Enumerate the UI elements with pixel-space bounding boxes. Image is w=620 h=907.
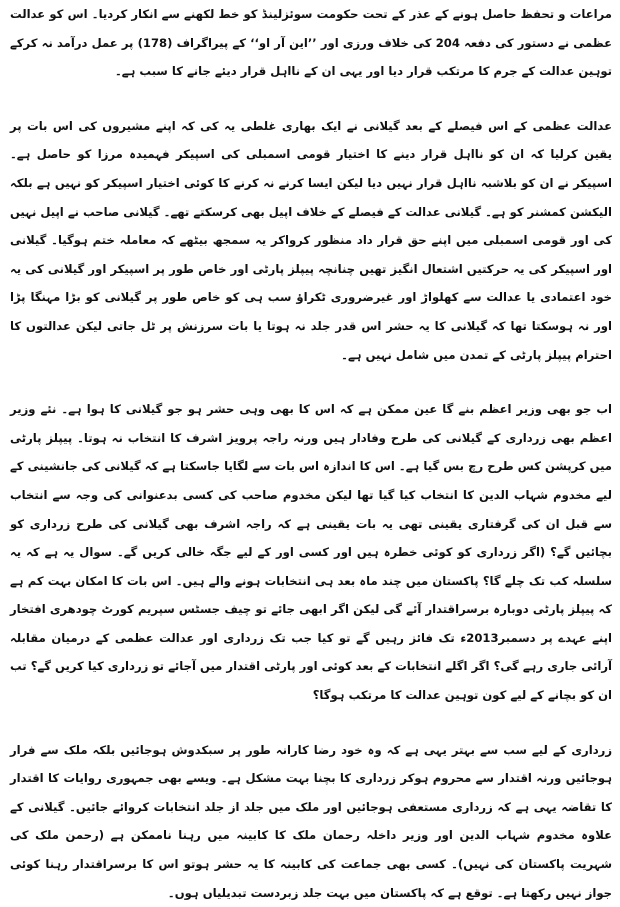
paragraph-4: زرداری کے لیے سب سے بہتر یہی ہے کہ وہ خود رضا کارانہ طور پر سبکدوش ہوجائیں بلکہ ملک سے فرار ہوجائیں ورنہ اقتدار سے محروم ہوکر زرداری کا بچنا بہت مشکل ہے۔ ویسے بھی جمہوری روایات کا اقتدار کا تقاضہ یہی ہے کہ زرداری مستعفی ہوجائیں اور ملک میں جلد از جلد انتخابات کروائے جائیں۔ گیلانی کے علاوہ مخدوم شہاب الدین اور وزیر داخلہ رحمان ملک کا کابینہ میں رہنا ناممکن ہے (رحمن ملک کی شہریت پاکستان کی نہیں)۔ کسی بھی جماعت کی کابینہ کا یہ حشر ہوتو اس کا برسراقتدار رہنا کوئی جواز نہیں رکھتا ہے۔ توقع ہے کہ پاکستان میں بہت جلد زبردست تبدیلیاں ہوں۔ xyxy=(10,742,612,900)
paragraph-3: اب جو بھی وزیر اعظم بنے گا عین ممکن ہے کہ اس کا بھی وہی حشر ہو جو گیلانی کا ہوا ہے۔ نئے وزیر اعظم بھی زرداری کے گیلانی کی طرح وفادار ہیں ورنہ راجہ پرویز اشرف کا انتخاب نہ ہوتا۔ پیپلز پارٹی میں کرپشن کس طرح رچ بس گیا ہے۔ اس کا اندازہ اس بات سے لگایا جاسکتا ہے کہ گیلانی کی جانشینی کے لیے مخدوم شہاب الدین کا انتخاب کیا گیا تھا لیکن مخدوم صاحب کی کسی بدعنوانی کی وجہ سے انتخاب سے قبل ان کی گرفتاری یقینی تھی یہ بات یقینی ہے کہ راجہ اشرف بھی گیلانی کی طرح زرداری کو بچائیں گے؟ (اگر زرداری کو کوئی خطرہ ہیں اور کسی اور کے لیے جگہ خالی کریں گے۔ سوال یہ ہے کہ یہ سلسلہ کب تک چلے گا؟ پاکستان میں چند ماہ بعد ہی انتخابات ہونے والے ہیں۔ اس بات کا امکان بہت کم ہے کہ پیپلز پارٹی دوبارہ برسراقتدار آئے گی لیکن اگر ابھی جائے تو چیف جسٹس سپریم کورٹ چودھری افتخار اپنے عہدے پر دسمبر2013ء تک فائز رہیں گے تو کیا جب تک زرداری اور عدالت عظمی کے درمیان مقابلہ آرائی جاری رہے گی؟ اگر اگلے انتخابات کے بعد کوئی اور پارٹی اقتدار میں آجائے تو زرداری کیا کریں گے؟ تب ان کو بچانے کے لیے کون توہین عدالت کا مرتکب ہوگا؟ xyxy=(10,402,612,703)
paragraph-1: مراعات و تحفظ حاصل ہونے کے عذر کے تحت حکومت سوئزلینڈ کو خط لکھنے سے انکار کردیا۔ اس کو عدالت عظمی نے دستور کی دفعہ 204 کی خلاف ورزی اور ’’این آر او‘‘ کے پیراگراف (178) پر عمل درآمد نہ کرکے توہین عدالت کے جرم کا مرتکب قرار دیا اور یہی ان کے نااہل قرار دیئے جانے کا سبب ہے۔ xyxy=(10,7,612,79)
paragraph-2: عدالت عظمی کے اس فیصلے کے بعد گیلانی نے ایک بھاری غلطی یہ کی کہ اپنے مشیروں کی اس بات پر یقین کرلیا کہ ان کو نااہل قرار دینے کا اختیار قومی اسمبلی کی اسپیکر فہمیدہ مرزا کو حاصل ہے۔ اسپیکر نے ان کو بلاشبہ نااہل قرار نہیں دیا لیکن ایسا کرنے نہ کرنے کا کوئی اختیار اسپیکر کو نہیں ہے بلکہ الیکشن کمشنر کو ہے۔ گیلانی عدالت کے فیصلے کے خلاف اپیل بھی کرسکتے تھے۔ گیلانی صاحب نے اپیل نہیں کی اور قومی اسمبلی میں اپنے حق قرار داد منظور کرواکر یہ سمجھ بیٹھے کہ معاملہ ختم ہوگیا۔ گیلانی اور اسپیکر کی یہ حرکتیں اشتعال انگیز تھیں چنانچہ پیپلز پارٹی اور خاص طور پر اسپیکر اور گیلانی کی یہ خود اعتمادی یا عدالت سے کھلواڑ اور غیرضروری ٹکراؤ سب ہی کو خاص طور پر گیلانی کو بڑا مہنگا پڑا اور نہ ہوسکتا تھا کہ گیلانی کا یہ حشر اس قدر جلد نہ ہوتا یا بات سرزنش پر ٹل جاتی لیکن عدالتوں کا احترام پیپلز پارٹی کے تمدن میں شامل نہیں ہے۔ xyxy=(10,118,612,362)
